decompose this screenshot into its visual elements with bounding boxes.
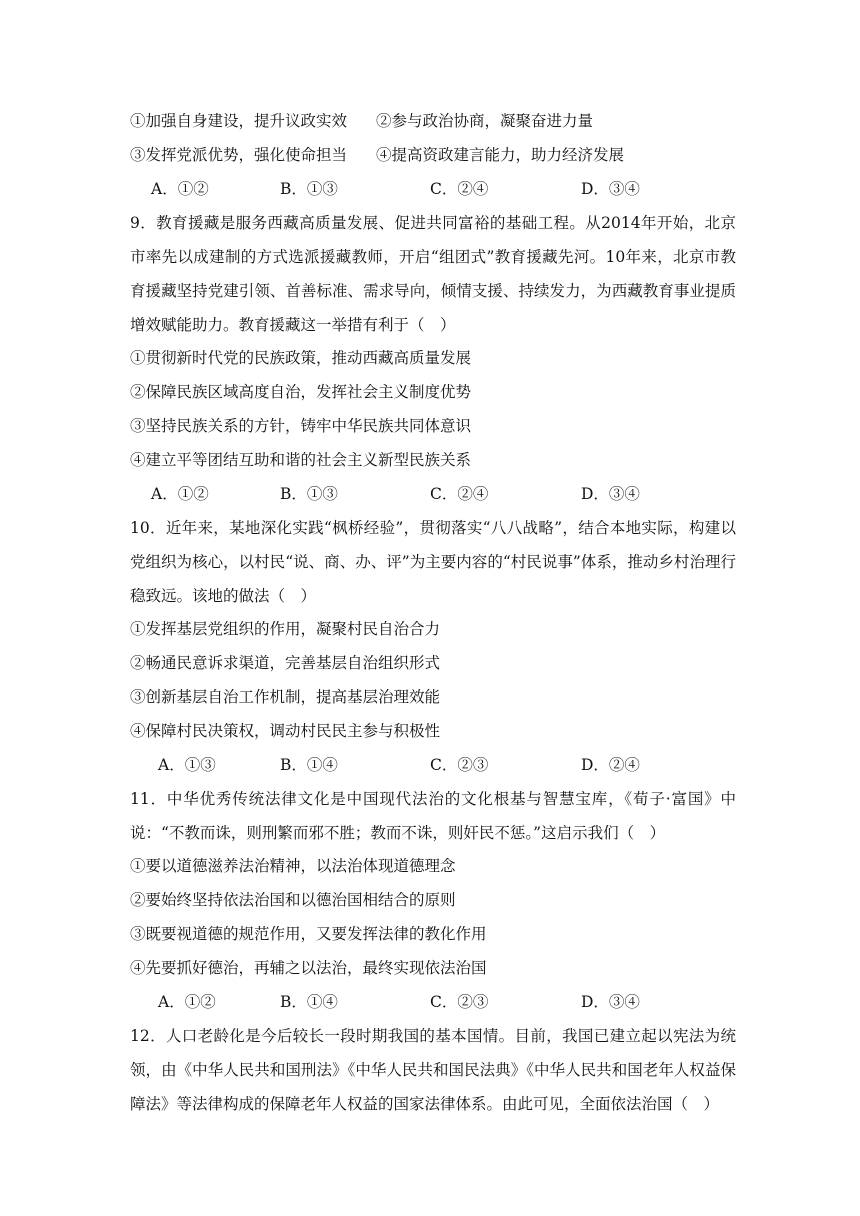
q9-option-1: ①贯彻新时代党的民族政策，推动西藏高质量发展 (130, 349, 472, 367)
q8-option-3: ③发挥党派优势，强化使命担当 (130, 146, 348, 164)
q9-option-4: ④建立平等团结互助和谐的社会主义新型民族关系 (130, 451, 472, 469)
q9-option-3: ③坚持民族关系的方针，铸牢中华民族共同体意识 (130, 417, 472, 435)
q8-answer-d: D．③④ (581, 180, 640, 198)
q9-stem: 9．教育援藏是服务西藏高质量发展、促进共同富裕的基础工程。从2014年开始，北京市率先以成建制的方式选派援藏教师，开启“组团式”教育援藏先河。10年来，北京市教育援藏坚持党建引领、首善标准、需求导向，倾情支援、持续发力，为西藏教育事业提质增效赋能助力。教育援藏这一举措有利于（ ） (130, 214, 736, 334)
q8-option-2: ②参与政治协商，凝聚奋进力量 (376, 112, 594, 130)
q8-answer-a: A．①② (151, 180, 209, 198)
q9-option-2: ②保障民族区域高度自治，发挥社会主义制度优势 (130, 383, 472, 401)
q8-answer-choices (130, 179, 750, 199)
q11-option-2: ②要始终坚持依法治国和以德治国相结合的原则 (130, 891, 456, 909)
q12-stem: 12．人口老龄化是今后较长一段时期我国的基本国情。目前，我国已建立起以宪法为统领，由《中华人民共和国刑法》《中华人民共和国民法典》《中华人民共和国老年人权益保障法》等法律构成的保障老年人权益的国家法律体系。由此可见，全面依法治国（ ） (130, 1027, 736, 1113)
q11-stem: 11．中华优秀传统法律文化是中国现代法治的文化根基与智慧宝库，《荀子·富国》中说：“不教而诛，则刑繁而邪不胜；教而不诛，则奸民不惩。”这启示我们（ ） (130, 790, 736, 842)
q8-option-4: ④提高资政建言能力，助力经济发展 (376, 146, 625, 164)
q9-answer-c: C．②④ (430, 485, 489, 503)
q8-answer-c: C．②④ (430, 180, 489, 198)
q11-answer-b: B．①④ (280, 993, 338, 1011)
q9-answer-choices (130, 484, 750, 504)
q8-option-1: ①加强自身建设，提升议政实效 (130, 112, 348, 130)
q11-option-4: ④先要抓好德治，再辅之以法治，最终实现依法治国 (130, 959, 487, 977)
q10-option-2: ②畅通民意诉求渠道，完善基层自治组织形式 (130, 654, 441, 672)
q9-answer-a: A．①② (151, 485, 209, 503)
q11-option-1: ①要以道德滋养法治精神，以法治体现道德理念 (130, 857, 456, 875)
q10-answer-choices (130, 755, 750, 775)
q8-options-row-2 (130, 145, 750, 165)
q11-answer-d: D．③④ (581, 993, 640, 1011)
q10-answer-c: C．②③ (430, 756, 489, 774)
q11-answer-c: C．②③ (430, 993, 489, 1011)
q11-option-3: ③既要视道德的规范作用，又要发挥法律的教化作用 (130, 925, 487, 943)
q10-answer-d: D．②④ (581, 756, 640, 774)
q10-option-1: ①发挥基层党组织的作用，凝聚村民自治合力 (130, 620, 441, 638)
q11-answer-choices (130, 992, 750, 1012)
q8-answer-b: B．①③ (280, 180, 338, 198)
q10-stem: 10．近年来，某地深化实践“枫桥经验”，贯彻落实“八八战略”，结合本地实际，构建以党组织为核心，以村民“说、商、办、评”为主要内容的“村民说事”体系，推动乡村治理行稳致远。该地的做法（ ） (130, 519, 736, 605)
q9-answer-b: B．①③ (280, 485, 338, 503)
q10-option-3: ③创新基层自治工作机制，提高基层治理效能 (130, 688, 441, 706)
q11-answer-a: A．①② (158, 993, 216, 1011)
q10-answer-a: A．①③ (158, 756, 216, 774)
q10-answer-b: B．①④ (280, 756, 338, 774)
q10-option-4: ④保障村民决策权，调动村民民主参与积极性 (130, 722, 441, 740)
q9-answer-d: D．③④ (581, 485, 640, 503)
q8-options-row-1 (130, 111, 750, 131)
